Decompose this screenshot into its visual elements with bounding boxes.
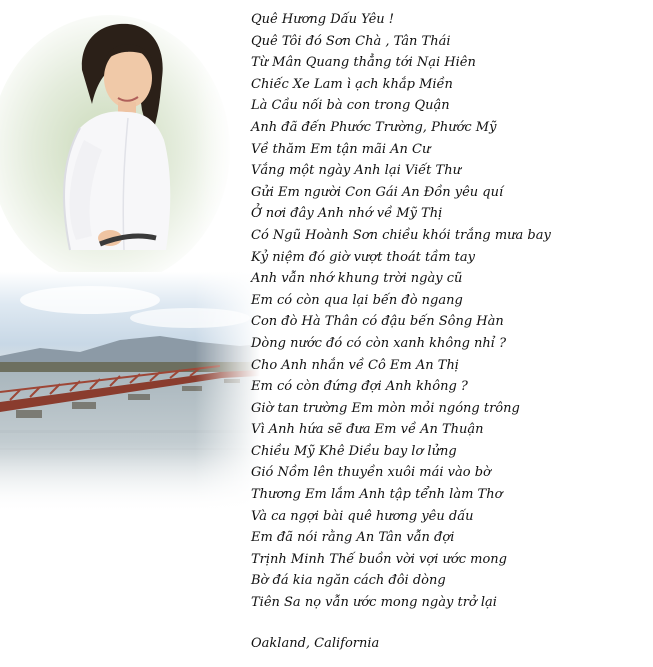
poem-line: Chiều Mỹ Khê Diều bay lơ lửng — [251, 443, 457, 459]
poem-line: Chiếc Xe Lam ì ạch khắp Miền — [251, 76, 453, 92]
poem-line: Con đò Hà Thân có đậu bến Sông Hàn — [251, 314, 504, 330]
poem-line: Là Cầu nối bà con trong Quận — [251, 98, 450, 114]
poem-line: Cho Anh nhắn về Cô Em An Thị — [251, 357, 459, 373]
poem-line: Em có còn qua lại bến đò ngang — [251, 292, 463, 308]
poem-line: Gửi Em người Con Gái An Đồn yêu quí — [251, 184, 504, 200]
poem-line: Về thăm Em tận mãi An Cư — [251, 141, 431, 157]
poem-line: Tiên Sa nọ vẫn ước mong ngày trở lại — [251, 595, 497, 611]
poem-line: Bờ đá kia ngăn cách đôi dòng — [251, 573, 446, 589]
poem-line: Dòng nước đó có còn xanh không nhỉ ? — [251, 335, 507, 351]
poem-line: Từ Mân Quang thẳng tới Nại Hiên — [251, 55, 476, 71]
poem-line: Vắng một ngày Anh lại Viết Thư — [251, 163, 461, 179]
poem-text — [251, 9, 641, 651]
poem-line: Và ca ngợi bài quê hương yêu dấu — [251, 508, 474, 524]
poem-line: Quê Hương Dấu Yêu ! — [251, 12, 394, 27]
collage-illustration — [0, 0, 260, 520]
poem-signature: Oakland, California — [251, 636, 380, 651]
poem-line: Em đã nói rằng An Tân vẫn đợi — [251, 530, 455, 546]
poem-line: Quê Tôi đó Sơn Chà , Tân Thái — [251, 33, 451, 49]
poem-line: Giờ tan trường Em mòn mỏi ngóng trông — [251, 400, 520, 416]
poem-line: Anh đã đến Phước Trường, Phước Mỹ — [251, 119, 497, 135]
poem-line: Vì Anh hứa sẽ đưa Em về An Thuận — [251, 422, 484, 438]
poem-line: Anh vẫn nhớ khung trời ngày cũ — [251, 271, 463, 287]
poem-line: Em có còn đứng đợi Anh không ? — [251, 379, 468, 395]
poem-line: Có Ngũ Hoành Sơn chiều khói trắng mưa bay — [251, 227, 551, 243]
poem-line: Thương Em lắm Anh tập tểnh làm Thơ — [251, 487, 503, 503]
poem-line: Trịnh Minh Thế buồn vời vợi ước mong — [251, 551, 507, 567]
poem-line: Gió Nồm lên thuyền xuôi mái vào bờ — [251, 465, 491, 481]
poem-line: Kỷ niệm đó giờ vượt thoát tầm tay — [251, 249, 475, 265]
poem-line: Ở nơi đây Anh nhớ về Mỹ Thị — [251, 206, 443, 222]
